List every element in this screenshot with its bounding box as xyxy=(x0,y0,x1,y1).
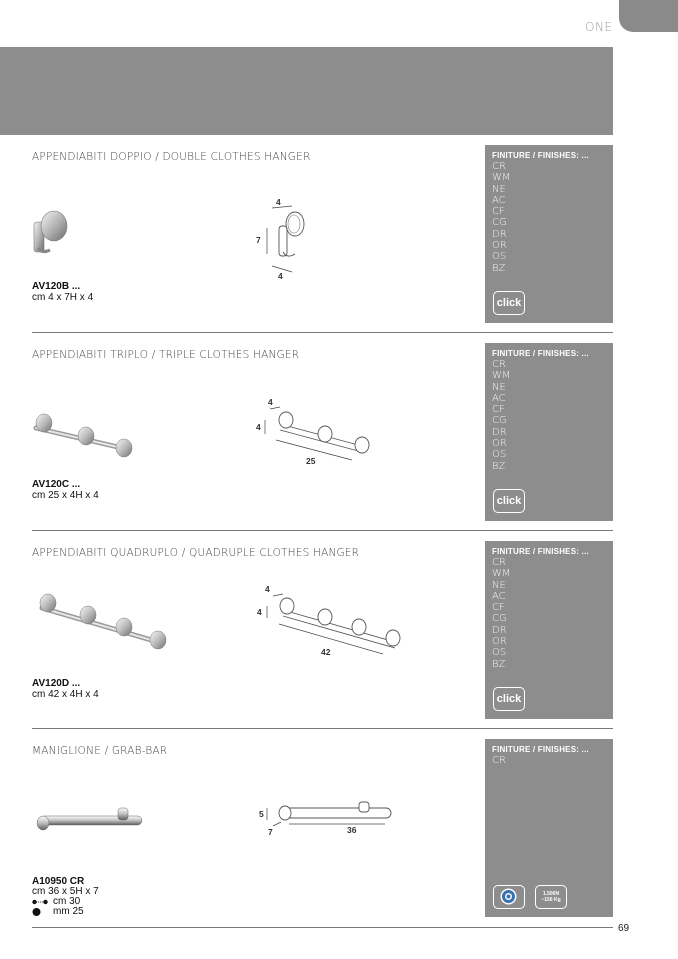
finish-code: OR xyxy=(492,438,507,450)
finishes-title: FINITURE / FINISHES: ... xyxy=(492,151,589,160)
finish-code: BZ xyxy=(492,658,506,670)
finish-code: AC xyxy=(492,194,506,206)
product-dimensions: cm 25 x 4H x 4 xyxy=(32,490,99,501)
corner-tab xyxy=(619,0,678,32)
drawing-dim-width: 36 xyxy=(347,825,357,835)
finish-code: OS xyxy=(492,251,507,263)
product-dimensions: cm 4 x 7H x 4 xyxy=(32,292,94,303)
finishes-panel xyxy=(485,541,613,719)
technical-drawing xyxy=(250,394,380,469)
footer-divider xyxy=(32,927,613,928)
finish-code: BZ xyxy=(492,262,506,274)
finishes-click-button[interactable]: click xyxy=(493,489,525,513)
centre-distance-value: cm 30 xyxy=(53,896,81,907)
product-photo xyxy=(34,590,170,654)
diameter-dot-icon xyxy=(32,907,48,917)
section-triple-hanger xyxy=(0,334,613,532)
finish-code: OS xyxy=(492,647,507,659)
product-dimensions: cm 36 x 5H x 7 xyxy=(32,886,99,897)
finishes-panel xyxy=(485,145,613,323)
finishes-click-button[interactable]: click xyxy=(493,291,525,315)
section-quadruple-hanger xyxy=(0,532,613,730)
finish-code: DR xyxy=(492,228,507,240)
drawing-dim-depth: 7 xyxy=(268,827,273,837)
drawing-dim-height: 5 xyxy=(259,809,264,819)
product-code: A10950 CR xyxy=(32,876,85,887)
finish-code: NE xyxy=(492,381,506,393)
finishes-click-button[interactable]: click xyxy=(493,687,525,711)
drawing-dim-width: 4 xyxy=(276,197,281,207)
finish-code: NE xyxy=(492,183,506,195)
finish-code: BZ xyxy=(492,460,506,472)
technical-drawing xyxy=(250,196,320,281)
finish-code: CR xyxy=(492,161,506,172)
drawing-dim-width: 42 xyxy=(321,647,331,657)
finish-code: WM xyxy=(492,172,511,184)
certification-badge xyxy=(493,885,525,909)
product-photo xyxy=(30,406,140,462)
finish-code: OR xyxy=(492,636,507,648)
section-grab-bar xyxy=(0,730,613,920)
finish-code: WM xyxy=(492,568,511,580)
finishes-panel xyxy=(485,343,613,521)
product-code: AV120B ... xyxy=(32,281,81,292)
finish-code: NE xyxy=(492,579,506,591)
finish-code: CF xyxy=(492,404,505,416)
diameter-value: mm 25 xyxy=(53,906,84,917)
technical-drawing xyxy=(255,796,395,842)
finishes-title: FINITURE / FINISHES: ... xyxy=(492,745,589,754)
finish-code: WM xyxy=(492,370,511,382)
load-rating-text: 1.500N ~150 Kg xyxy=(541,891,561,903)
drawing-dim-height: 4 xyxy=(257,607,262,617)
page-number: 69 xyxy=(618,923,630,934)
header-band xyxy=(0,47,613,135)
drawing-dim-depth: 4 xyxy=(268,397,273,407)
diameter-row xyxy=(32,906,84,917)
finish-code: CG xyxy=(492,613,507,625)
centre-distance-icon xyxy=(32,899,48,905)
drawing-dim-depth: 4 xyxy=(265,584,270,594)
finish-code: DR xyxy=(492,426,507,438)
technical-drawing xyxy=(255,584,405,662)
finish-code: OR xyxy=(492,240,507,252)
product-code: AV120C ... xyxy=(32,479,81,490)
finish-code: CR xyxy=(492,557,506,568)
finish-code: CF xyxy=(492,602,505,614)
section-divider xyxy=(32,728,613,729)
finish-code: CG xyxy=(492,415,507,427)
drawing-dim-depth: 4 xyxy=(278,271,283,281)
finish-code: CG xyxy=(492,217,507,229)
finish-code: CR xyxy=(492,359,506,370)
section-title: APPENDIABITI QUADRUPLO / QUADRUPLE CLOTHES HANGER xyxy=(32,547,360,559)
finish-code: CF xyxy=(492,206,505,218)
product-photo xyxy=(28,208,72,260)
finishes-title: FINITURE / FINISHES: ... xyxy=(492,547,589,556)
drawing-dim-height: 7 xyxy=(256,235,261,245)
drawing-dim-width: 25 xyxy=(306,456,316,466)
section-title: MANIGLIONE / GRAB-BAR xyxy=(32,745,168,757)
section-title: APPENDIABITI TRIPLO / TRIPLE CLOTHES HANGER xyxy=(32,349,300,361)
product-dimensions: cm 42 x 4H x 4 xyxy=(32,689,99,700)
load-rating-badge xyxy=(535,885,567,909)
certification-seal-icon xyxy=(494,886,523,907)
finish-code: CR xyxy=(492,755,506,766)
section-title: APPENDIABITI DOPPIO / DOUBLE CLOTHES HANGER xyxy=(32,151,311,163)
section-double-hanger xyxy=(0,136,613,334)
finish-code: AC xyxy=(492,590,506,602)
product-photo xyxy=(34,802,146,838)
finishes-panel xyxy=(485,739,613,917)
section-divider xyxy=(32,530,613,531)
drawing-dim-height: 4 xyxy=(256,422,261,432)
finishes-title: FINITURE / FINISHES: ... xyxy=(492,349,589,358)
finish-code: OS xyxy=(492,449,507,461)
section-divider xyxy=(32,332,613,333)
product-code: AV120D ... xyxy=(32,678,81,689)
series-name: ONE xyxy=(585,20,613,34)
finish-code: DR xyxy=(492,624,507,636)
finish-code: AC xyxy=(492,392,506,404)
